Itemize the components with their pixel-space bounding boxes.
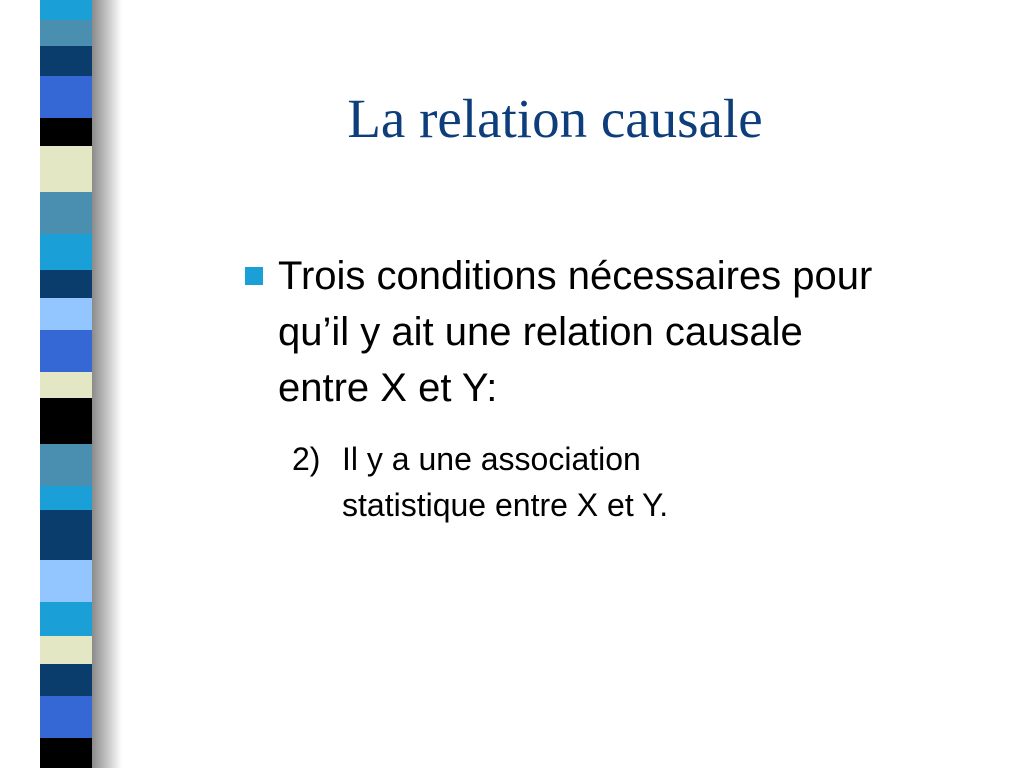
slide-body	[240, 248, 940, 528]
sub-item-text: Il y a une association statistique entre X et Y.	[342, 441, 669, 523]
square-bullet-icon	[245, 267, 263, 285]
sub-item-number: 2)	[292, 441, 321, 477]
numbered-sub-item	[292, 436, 940, 528]
bullet-text: Trois conditions nécessaires pour qu’il y ait une relation causale entre X et Y:	[278, 254, 873, 410]
bullet-item	[240, 248, 940, 416]
stripe-band-graphic	[0, 0, 130, 768]
decorative-stripe-band	[0, 0, 130, 768]
slide-title: La relation causale	[347, 88, 763, 149]
